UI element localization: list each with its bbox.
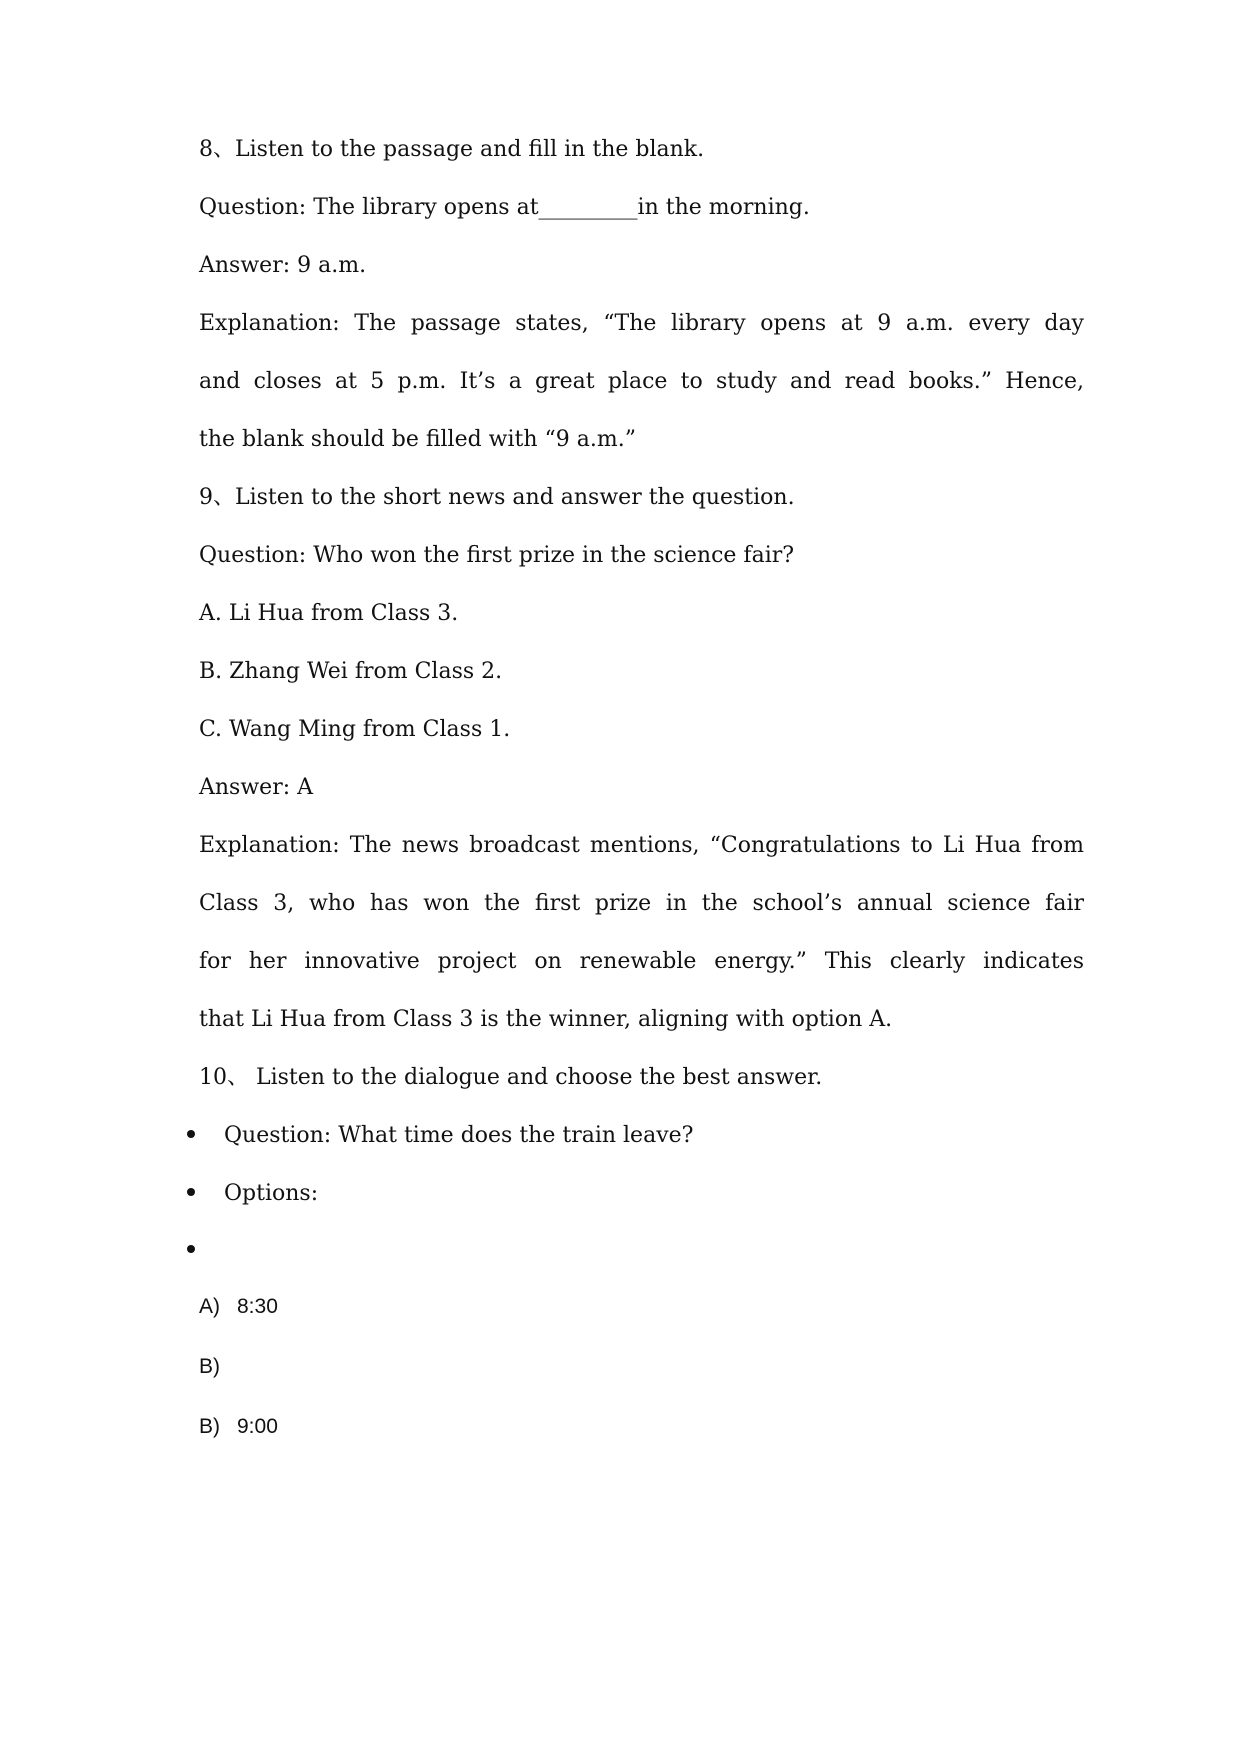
q9-heading: 9、Listen to the short news and answer the question. (199, 485, 795, 510)
q10-option-b-letter: B) (199, 1355, 220, 1378)
q10-options-label: Options: (224, 1181, 319, 1206)
q9-option-c: C. Wang Ming from Class 1. (199, 717, 511, 742)
q8-heading: 8、Listen to the passage and fill in the blank. (199, 137, 705, 162)
bullet-icon (187, 1245, 195, 1253)
q10-question: Question: What time does the train leave? (224, 1123, 694, 1148)
q9-explanation-line-3: for her innovative project on renewable energy.” This clearly indicates (199, 949, 1084, 974)
q8-explanation-line-3: the blank should be filled with “9 a.m.” (199, 427, 636, 452)
bullet-icon (187, 1188, 195, 1196)
q9-question: Question: Who won the first prize in the science fair? (199, 543, 795, 568)
q8-explanation-line-1: Explanation: The passage states, “The library opens at 9 a.m. every day (199, 311, 1084, 336)
q8-question: Question: The library opens at_________in the morning. (199, 195, 810, 220)
q9-explanation-line-2: Class 3, who has won the first prize in the school’s annual science fair (199, 891, 1084, 916)
q9-option-b: B. Zhang Wei from Class 2. (199, 659, 503, 684)
q10-option-b2-text: 9:00 (237, 1415, 278, 1438)
q8-answer: Answer: 9 a.m. (199, 253, 367, 278)
q8-explanation-line-2: and closes at 5 p.m. It’s a great place to study and read books.” Hence, (199, 369, 1084, 394)
bullet-icon (187, 1130, 195, 1138)
q9-option-a: A. Li Hua from Class 3. (199, 601, 459, 626)
q10-option-b2-letter: B) (199, 1415, 220, 1438)
q10-option-a-letter: A) (199, 1295, 220, 1318)
q9-answer: Answer: A (199, 775, 314, 800)
q10-option-a-text: 8:30 (237, 1295, 278, 1318)
q9-explanation-line-1: Explanation: The news broadcast mentions, “Congratulations to Li Hua from (199, 833, 1084, 858)
q9-explanation-line-4: that Li Hua from Class 3 is the winner, aligning with option A. (199, 1007, 893, 1032)
q10-heading: 10、 Listen to the dialogue and choose the best answer. (199, 1065, 823, 1090)
